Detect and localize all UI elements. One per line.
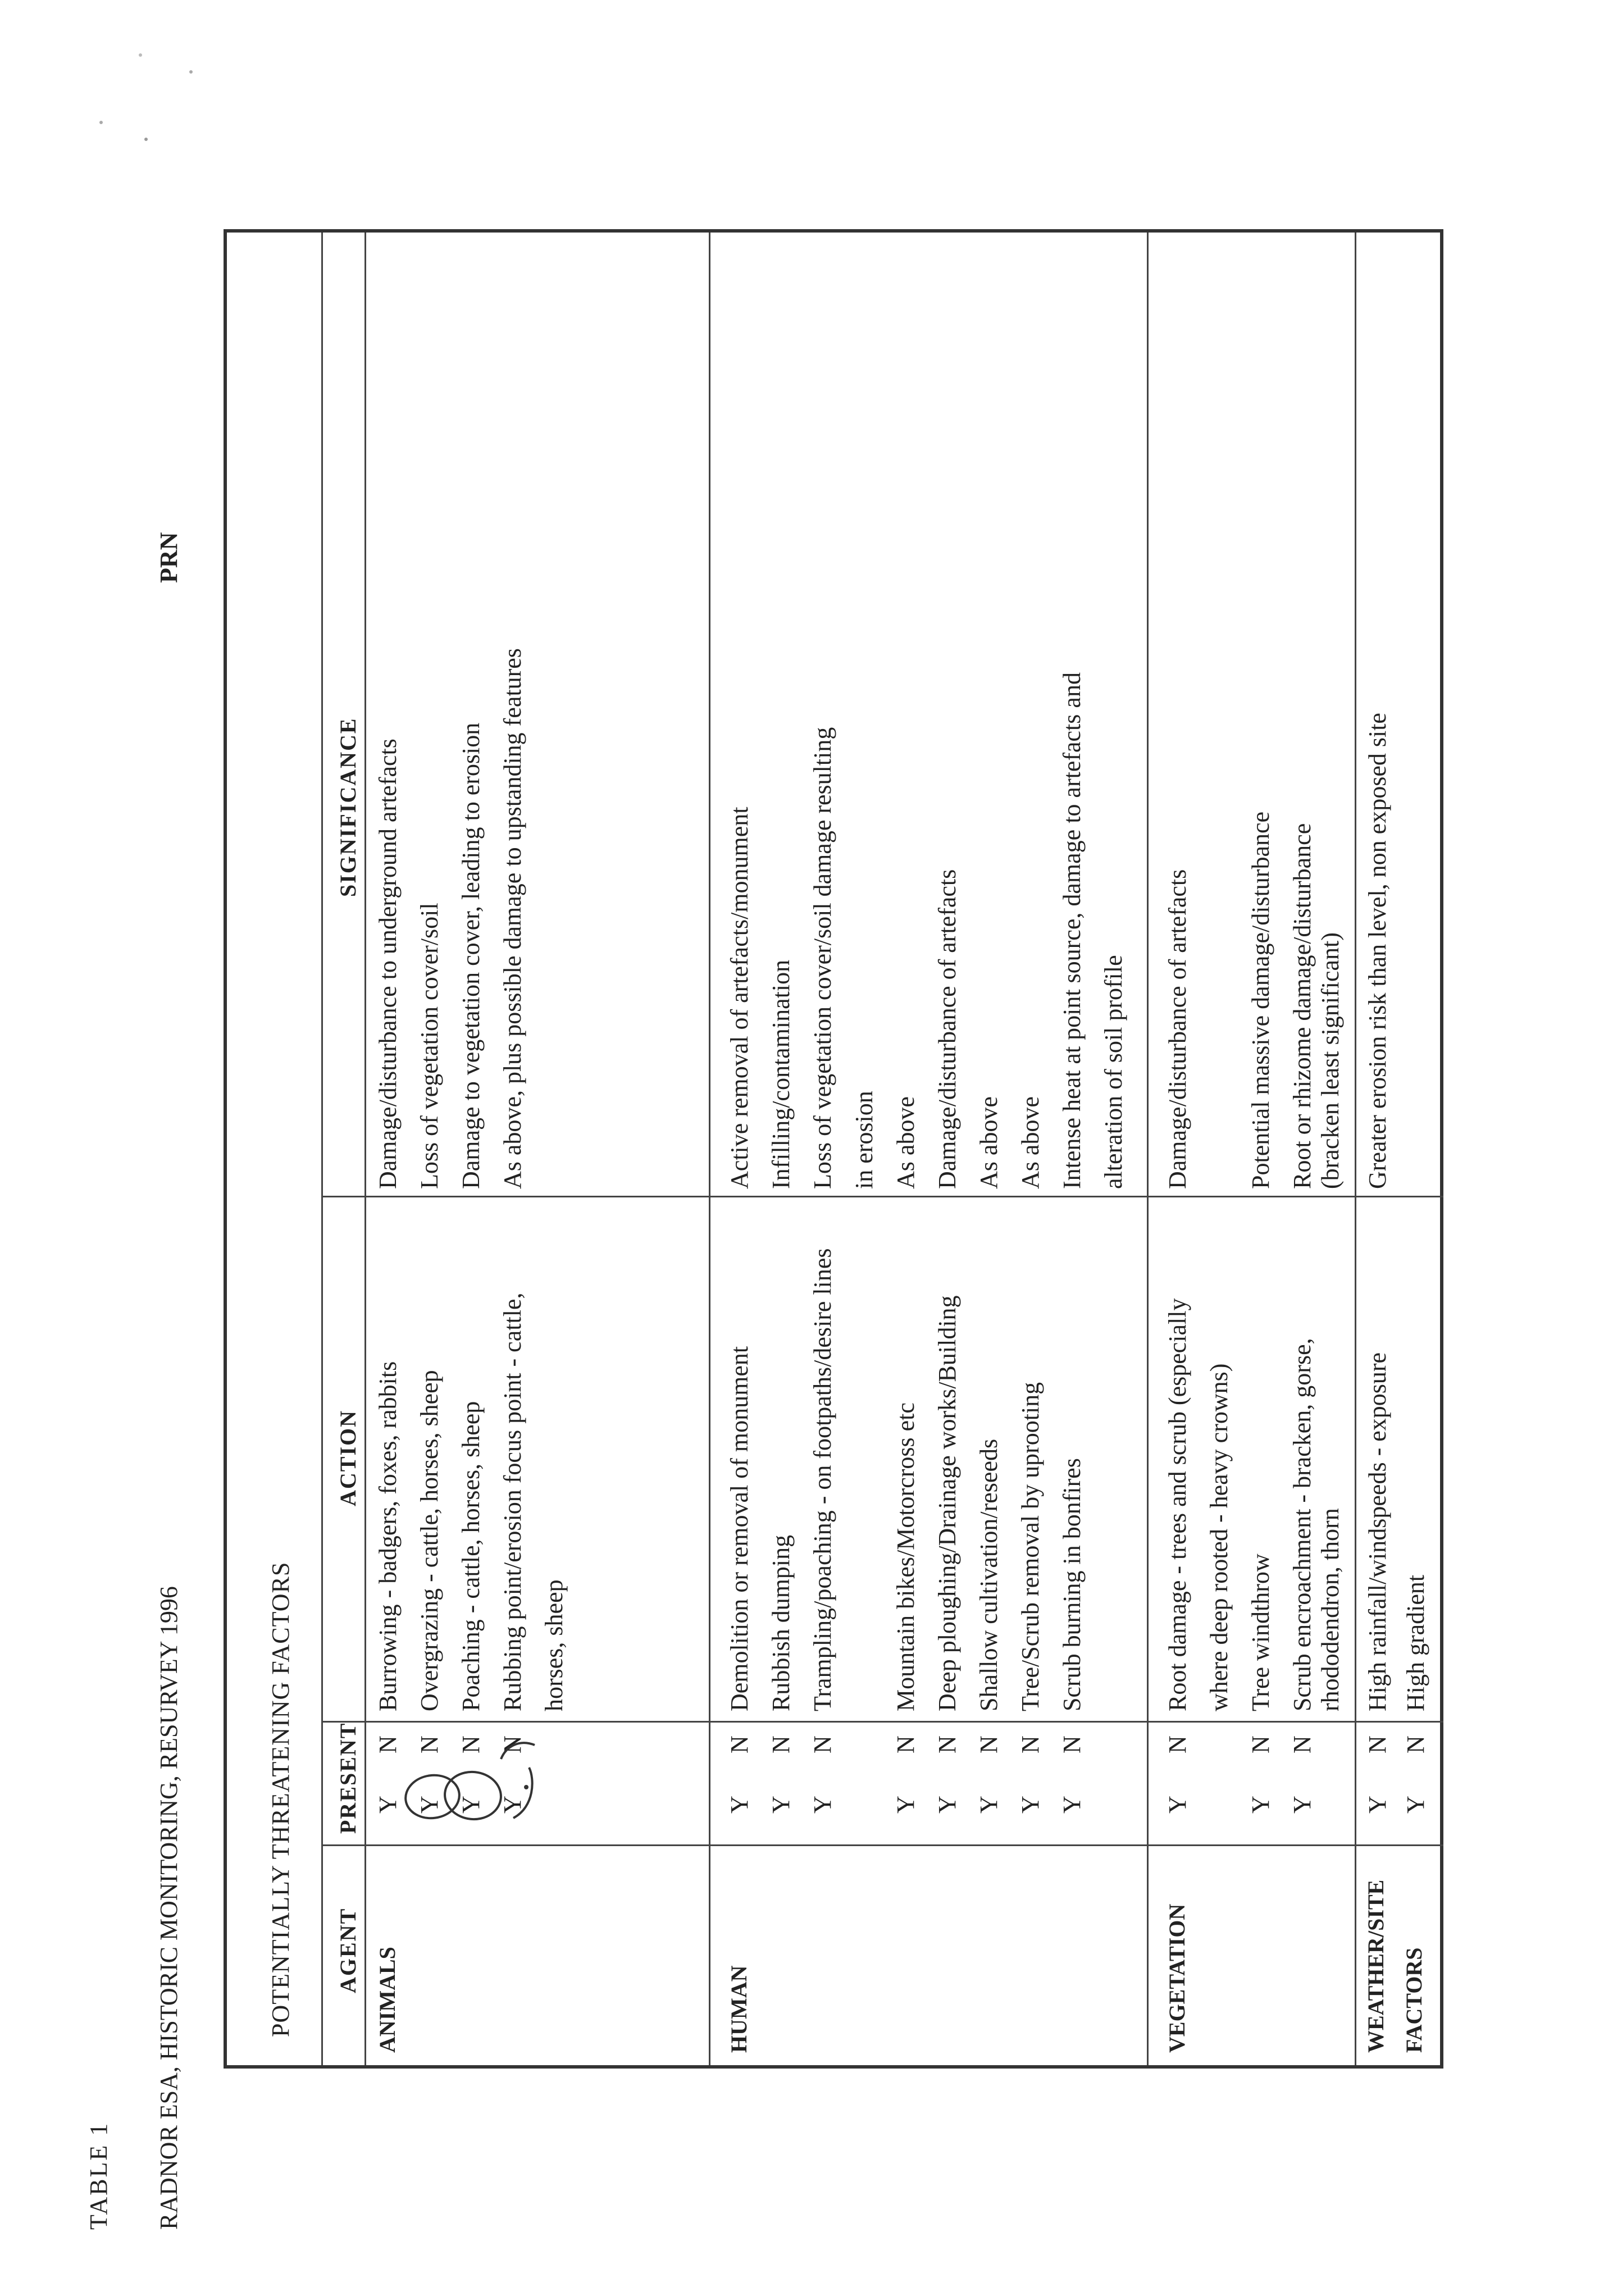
present-y: Y: [767, 1796, 795, 1814]
threatening-factors-table: [224, 229, 1443, 2069]
present-n: N: [1164, 1735, 1191, 1753]
significance-cell: As above: [1017, 1096, 1044, 1189]
present-n: N: [499, 1735, 526, 1753]
present-n: N: [975, 1735, 1003, 1753]
action-cell-continued: where deep rooted - heavy crowns): [1205, 1363, 1233, 1711]
col-header-present: PRESENT: [335, 1722, 361, 1834]
present-y: Y: [1402, 1796, 1429, 1814]
document-title: RADNOR ESA, HISTORIC MONITORING, RESURVEY 1996: [155, 1586, 183, 2230]
action-cell: Trampling/poaching - on footpaths/desire lines: [809, 1248, 836, 1711]
header-top-rule: [321, 233, 323, 2065]
present-n: N: [933, 1735, 961, 1753]
agent-weather-site: WEATHER/SITE: [1363, 1879, 1388, 2053]
scan-speck-marks: [62, 27, 208, 173]
present-y: Y: [416, 1796, 443, 1814]
present-y: Y: [499, 1796, 526, 1814]
action-cell: Overgrazing - cattle, horses, sheep: [416, 1370, 443, 1711]
present-n: N: [1058, 1735, 1086, 1753]
agent-weather-site-continued: FACTORS: [1401, 1947, 1427, 2053]
significance-cell: Loss of vegetation cover/soil damage resulting: [809, 727, 836, 1189]
col-rule-2: [321, 1721, 1443, 1723]
significance-cell: Damage/disturbance of artefacts: [1164, 869, 1191, 1189]
action-cell: Root damage - trees and scrub (especially: [1164, 1298, 1191, 1711]
present-n: N: [1288, 1735, 1316, 1753]
present-n: N: [1402, 1735, 1429, 1753]
significance-cell: Greater erosion risk than level, non exposed site: [1364, 713, 1391, 1189]
group-rule-human: [1147, 233, 1149, 2065]
present-y: Y: [809, 1796, 836, 1814]
present-y: Y: [726, 1796, 753, 1814]
agent-animals: ANIMALS: [375, 1947, 400, 2053]
present-y: Y: [1017, 1796, 1044, 1814]
present-n: N: [416, 1735, 443, 1753]
action-cell: High gradient: [1402, 1574, 1429, 1711]
present-y: Y: [1058, 1796, 1086, 1814]
significance-cell: Damage to vegetation cover, leading to erosion: [457, 722, 485, 1189]
present-y: Y: [1164, 1796, 1191, 1814]
action-cell: Rubbish dumping: [767, 1534, 795, 1711]
significance-cell-continued: alteration of soil profile: [1100, 955, 1127, 1189]
present-n: N: [1364, 1735, 1391, 1753]
present-n: N: [1247, 1735, 1274, 1753]
significance-cell: Damage/disturbance to underground artefacts: [374, 739, 402, 1189]
significance-cell: As above, plus possible damage to upstanding features: [499, 648, 526, 1189]
significance-cell: Root or rhizome damage/disturbance: [1288, 823, 1316, 1189]
col-header-agent: AGENT: [335, 1907, 361, 1993]
action-cell: Scrub encroachment - bracken, gorse,: [1288, 1338, 1316, 1711]
present-y: Y: [374, 1796, 402, 1814]
present-y: Y: [975, 1796, 1003, 1814]
action-cell-continued: rhododendron, thorn: [1316, 1508, 1344, 1711]
significance-cell-continued: in erosion: [850, 1091, 878, 1189]
present-n: N: [767, 1735, 795, 1753]
action-cell: Burrowing - badgers, foxes, rabbits: [374, 1361, 402, 1711]
action-cell: Demolition or removal of monument: [726, 1346, 753, 1711]
significance-cell: Intense heat at point source, damage to artefacts and: [1058, 672, 1086, 1189]
significance-cell: Damage/disturbance of artefacts: [933, 869, 961, 1189]
significance-cell-continued: (bracken least significant): [1316, 932, 1344, 1189]
col-rule-1: [321, 1844, 1443, 1846]
action-cell: Shallow cultivation/reseeds: [975, 1438, 1003, 1711]
action-cell: Tree windthrow: [1247, 1554, 1274, 1711]
present-n: N: [809, 1735, 836, 1753]
col-header-significance: SIGNIFICANCE: [335, 717, 361, 897]
significance-cell: Loss of vegetation cover/soil: [416, 903, 443, 1189]
present-n: N: [374, 1735, 402, 1753]
action-cell: Poaching - cattle, horses, sheep: [457, 1401, 485, 1711]
significance-cell: As above: [975, 1096, 1003, 1189]
action-cell: Scrub burning in bonfires: [1058, 1458, 1086, 1711]
significance-cell: Active removal of artefacts/monument: [726, 807, 753, 1189]
table-label: TABLE 1: [85, 2121, 112, 2230]
present-n: N: [457, 1735, 485, 1753]
significance-cell: As above: [892, 1096, 919, 1189]
present-y: Y: [933, 1796, 961, 1814]
prn-label: PRN: [155, 532, 183, 583]
action-cell: Mountain bikes/Motorcross etc: [892, 1402, 919, 1711]
table-title: POTENTIALLY THREATENING FACTORS: [267, 1561, 294, 2037]
col-header-action: ACTION: [335, 1409, 361, 1506]
agent-human: HUMAN: [726, 1965, 751, 2053]
handwritten-circle-mark: [366, 1728, 546, 1829]
action-cell: Rubbing point/erosion focus point - cattle,: [499, 1292, 526, 1711]
present-n: N: [892, 1735, 919, 1753]
significance-cell: Potential massive damage/disturbance: [1247, 811, 1274, 1189]
group-rule-vegetation: [1355, 233, 1356, 2065]
present-y: Y: [457, 1796, 485, 1814]
present-n: N: [726, 1735, 753, 1753]
significance-cell: Infilling/contamination: [767, 959, 795, 1189]
action-cell-continued: horses, sheep: [540, 1579, 568, 1711]
action-cell: High rainfall/windspeeds - exposure: [1364, 1352, 1391, 1711]
present-n: N: [1017, 1735, 1044, 1753]
present-y: Y: [1288, 1796, 1316, 1814]
agent-vegetation: VEGETATION: [1164, 1903, 1190, 2053]
present-y: Y: [1247, 1796, 1274, 1814]
col-rule-3: [321, 1196, 1443, 1197]
group-rule-animals: [709, 233, 710, 2065]
present-y: Y: [1364, 1796, 1391, 1814]
action-cell: Deep ploughing/Drainage works/Building: [933, 1295, 961, 1711]
present-y: Y: [892, 1796, 919, 1814]
action-cell: Tree/Scrub removal by uprooting: [1017, 1382, 1044, 1711]
